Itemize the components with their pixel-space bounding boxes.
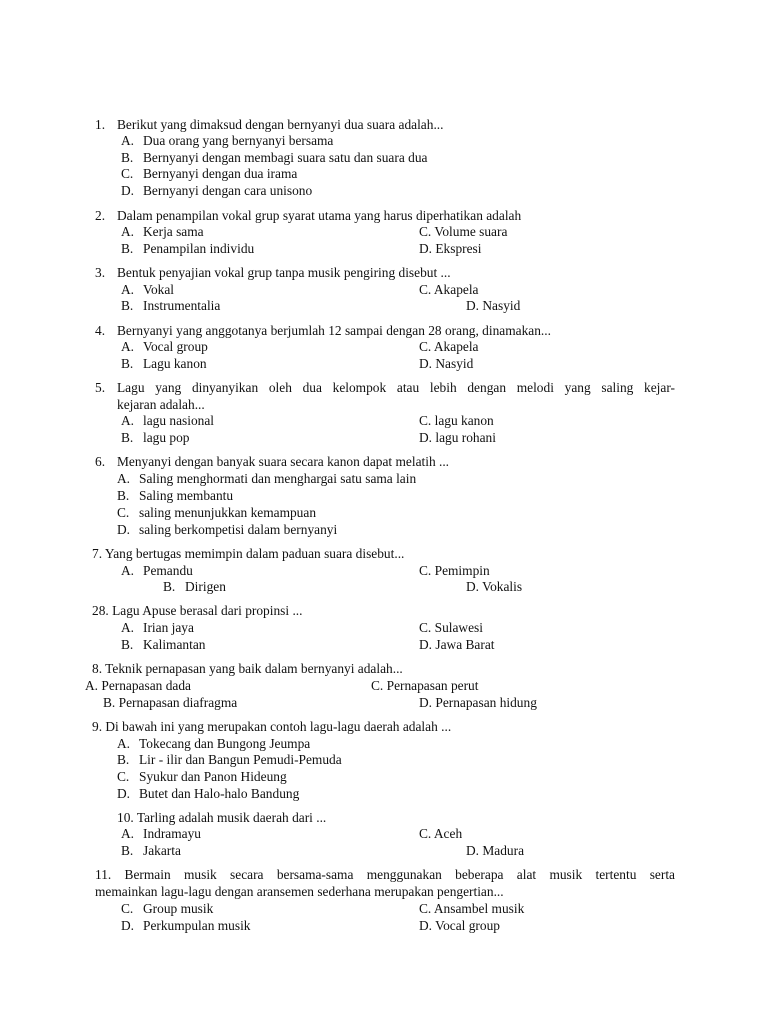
option-letter: A. xyxy=(121,620,135,635)
option-text: Lir - ilir dan Bangun Pemudi-Pemuda xyxy=(139,752,342,767)
question-28: 28. Lagu Apuse berasal dari propinsi ... xyxy=(92,603,303,618)
option-c xyxy=(117,504,316,521)
option-letter: D. xyxy=(117,522,131,537)
option-c: C. Pemimpin xyxy=(419,563,490,578)
option-letter: A. xyxy=(121,413,135,428)
option-text: Bernyanyi dengan membagi suara satu dan suara dua xyxy=(143,150,428,165)
option-b xyxy=(117,487,233,504)
question-4 xyxy=(95,322,551,339)
option-letter: B. xyxy=(117,488,130,503)
option-a xyxy=(117,470,416,487)
option-letter: A. xyxy=(121,133,135,148)
question-number: 6. xyxy=(95,454,106,469)
option-text: lagu pop xyxy=(143,430,190,445)
option-text: Kalimantan xyxy=(143,637,206,652)
option-text: Instrumentalia xyxy=(143,298,221,313)
option-letter: A. xyxy=(121,826,135,841)
option-letter: A. xyxy=(121,224,135,239)
option-b xyxy=(163,578,226,595)
option-letter: A. xyxy=(117,471,131,486)
option-letter: B. xyxy=(121,150,134,165)
option-a xyxy=(121,223,204,240)
option-b xyxy=(121,355,207,372)
option-a xyxy=(121,619,194,636)
option-b xyxy=(121,297,220,314)
question-text: Bentuk penyajian vokal grup tanpa musik pengiring disebut ... xyxy=(117,265,451,280)
option-c-right: C. Ansambel musik xyxy=(419,901,525,916)
option-letter: B. xyxy=(121,430,134,445)
question-text: Bernyanyi yang anggotanya berjumlah 12 sampai dengan 28 orang, dinamakan... xyxy=(117,323,551,338)
question-2 xyxy=(95,207,521,224)
option-c xyxy=(117,768,287,785)
option-text: Butet dan Halo-halo Bandung xyxy=(139,786,300,801)
option-a: A. Pernapasan dada xyxy=(85,678,191,693)
option-c xyxy=(121,165,297,182)
question-number: 4. xyxy=(95,323,106,338)
question-text: Lagu yang dinyanyikan oleh dua kelompok atau lebih dengan melodi yang saling kejar- xyxy=(117,380,675,395)
option-letter: A. xyxy=(121,339,135,354)
option-a xyxy=(117,735,310,752)
question-9: 9. Di bawah ini yang merupakan contoh lagu-lagu daerah adalah ... xyxy=(92,719,452,734)
option-c: C. Akapela xyxy=(419,282,479,297)
option-b xyxy=(121,240,254,257)
option-text: Pemandu xyxy=(143,563,193,578)
option-b xyxy=(121,429,190,446)
option-d xyxy=(117,785,299,802)
option-letter: C. xyxy=(121,901,134,916)
option-d: D. Jawa Barat xyxy=(419,637,495,652)
option-text: Irian jaya xyxy=(143,620,194,635)
question-11-continued: memainkan lagu-lagu dengan aransemen sederhana merupakan pengertian... xyxy=(95,884,504,899)
option-letter: D. xyxy=(121,183,135,198)
option-a xyxy=(121,825,201,842)
question-text: Menyanyi dengan banyak suara secara kanon dapat melatih ... xyxy=(117,454,450,469)
option-c: C. Aceh xyxy=(419,826,463,841)
option-letter: B. xyxy=(121,843,134,858)
question-10: 10. Tarling adalah musik daerah dari ... xyxy=(117,810,327,825)
option-letter: B. xyxy=(117,752,130,767)
question-number: 1. xyxy=(95,117,106,132)
question-3 xyxy=(95,264,451,281)
option-c: C. Akapela xyxy=(419,339,479,354)
option-a xyxy=(121,562,193,579)
option-a xyxy=(121,132,333,149)
option-b: B. Pernapasan diafragma xyxy=(103,695,238,710)
option-letter: D. xyxy=(117,786,131,801)
option-b xyxy=(117,751,342,768)
option-letter: C. xyxy=(117,505,130,520)
option-text: Bernyanyi dengan dua irama xyxy=(143,166,298,181)
question-number: 2. xyxy=(95,208,106,223)
option-text: Kerja sama xyxy=(143,224,204,239)
option-d xyxy=(117,521,337,538)
question-5 xyxy=(95,379,675,396)
option-c: C. Sulawesi xyxy=(419,620,483,635)
option-text: Bernyanyi dengan cara unisono xyxy=(143,183,313,198)
option-text: Penampilan individu xyxy=(143,241,255,256)
option-text: Dirigen xyxy=(185,579,226,594)
option-letter: B. xyxy=(121,241,134,256)
option-letter: A. xyxy=(117,736,131,751)
option-c: C. Pernapasan perut xyxy=(371,678,479,693)
option-a xyxy=(121,412,214,429)
option-d: D. Nasyid xyxy=(419,356,474,371)
option-text: Indramayu xyxy=(143,826,202,841)
option-letter: B. xyxy=(121,356,134,371)
option-d: D. Pernapasan hidung xyxy=(419,695,537,710)
option-letter: A. xyxy=(121,563,135,578)
question-6 xyxy=(95,453,449,470)
option-b xyxy=(121,636,205,653)
option-text: Dua orang yang bernyanyi bersama xyxy=(143,133,334,148)
option-letter: D. xyxy=(121,918,135,933)
option-text: Perkumpulan musik xyxy=(143,918,251,933)
question-number: 3. xyxy=(95,265,106,280)
question-number: 5. xyxy=(95,380,106,395)
option-text: Tokecang dan Bungong Jeumpa xyxy=(139,736,311,751)
option-d-right: D. Vocal group xyxy=(419,918,500,933)
option-text: Saling membantu xyxy=(139,488,234,503)
option-d: D. Ekspresi xyxy=(419,241,482,256)
question-11: 11. Bermain musik secara bersama-sama menggunakan beberapa alat musik tertentu serta xyxy=(95,867,675,882)
question-text: Dalam penampilan vokal grup syarat utama yang harus diperhatikan adalah xyxy=(117,208,522,223)
option-d: D. lagu rohani xyxy=(419,430,496,445)
option-c: C. Volume suara xyxy=(419,224,508,239)
option-text: lagu nasional xyxy=(143,413,215,428)
option-d: D. Madura xyxy=(466,843,525,858)
question-5-continued: kejaran adalah... xyxy=(117,397,205,412)
option-letter: B. xyxy=(163,579,176,594)
option-text: saling berkompetisi dalam bernyanyi xyxy=(139,522,338,537)
option-text: Syukur dan Panon Hideung xyxy=(139,769,287,784)
question-text: Berikut yang dimaksud dengan bernyanyi dua suara adalah... xyxy=(117,117,444,132)
option-text: saling menunjukkan kemampuan xyxy=(139,505,317,520)
option-d xyxy=(121,917,251,934)
option-letter: B. xyxy=(121,637,134,652)
option-text: Jakarta xyxy=(143,843,181,858)
option-text: Vokal xyxy=(143,282,174,297)
option-d xyxy=(121,182,312,199)
option-a xyxy=(121,281,174,298)
option-letter: A. xyxy=(121,282,135,297)
option-text: Vocal group xyxy=(143,339,208,354)
option-d: D. Nasyid xyxy=(466,298,521,313)
question-1 xyxy=(95,116,443,133)
option-d: D. Vokalis xyxy=(466,579,523,594)
option-letter: C. xyxy=(117,769,130,784)
question-8: 8. Teknik pernapasan yang baik dalam bernyanyi adalah... xyxy=(92,661,403,676)
option-c: C. lagu kanon xyxy=(419,413,494,428)
option-b xyxy=(121,149,427,166)
option-b xyxy=(121,842,181,859)
question-7: 7. Yang bertugas memimpin dalam paduan suara disebut... xyxy=(92,546,405,561)
option-c xyxy=(121,900,213,917)
option-text: Group musik xyxy=(143,901,214,916)
option-text: Lagu kanon xyxy=(143,356,207,371)
option-a xyxy=(121,338,208,355)
option-letter: B. xyxy=(121,298,134,313)
option-letter: C. xyxy=(121,166,134,181)
option-text: Saling menghormati dan menghargai satu sama lain xyxy=(139,471,417,486)
